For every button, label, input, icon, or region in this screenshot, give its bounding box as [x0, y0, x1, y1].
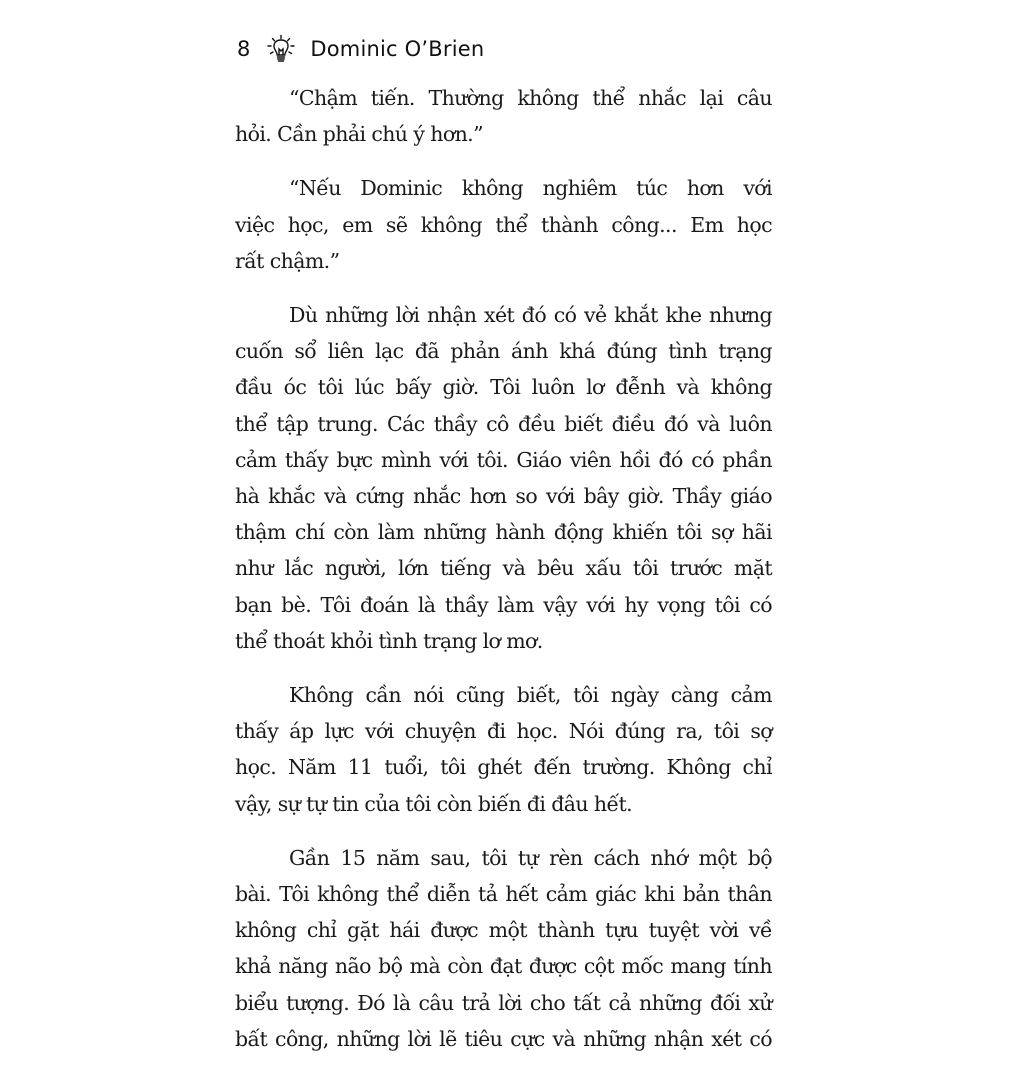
- paragraph: [235, 80, 772, 152]
- lightbulb-icon: [266, 34, 296, 64]
- text-line: đầu óc tôi lúc bấy giờ. Tôi luôn lơ đễnh và không: [235, 375, 772, 400]
- paragraph: [235, 170, 772, 279]
- text-line: thể tập trung. Các thầy cô đều biết điều đó và luôn: [235, 411, 772, 436]
- page-body: [235, 80, 772, 1075]
- text-line: thấy áp lực với chuyện đi học. Nói đúng ra, tôi sợ: [235, 719, 772, 744]
- text-line: bạn bè. Tôi đoán là thầy làm vậy với hy vọng tôi có: [235, 592, 772, 617]
- text-line: như lắc người, lớn tiếng và bêu xấu tôi trước mặt: [235, 556, 772, 581]
- text-line: Gần 15 năm sau, tôi tự rèn cách nhớ một bộ: [289, 845, 772, 870]
- paragraph: [235, 297, 772, 659]
- text-line: thậm chí còn làm những hành động khiến tôi sợ hãi: [235, 520, 772, 545]
- text-line: không chỉ gặt hái được một thành tựu tuyệt vời về: [235, 918, 772, 943]
- page-number: 8: [237, 37, 251, 61]
- running-header: [237, 33, 484, 65]
- text-line: thể thoát khỏi tình trạng lơ mơ.: [235, 628, 543, 653]
- text-line: cảm thấy bực mình với tôi. Giáo viên hồi đó có phần: [235, 447, 772, 472]
- text-line: Dù những lời nhận xét đó có vẻ khắt khe nhưng: [289, 303, 772, 328]
- text-line: Không cần nói cũng biết, tôi ngày càng cảm: [289, 683, 772, 708]
- text-line: “Chậm tiến. Thường không thể nhắc lại câu: [289, 86, 772, 110]
- text-line: việc học, em sẽ không thể thành công... Em học: [235, 212, 772, 237]
- text-line: bài. Tôi không thể diễn tả hết cảm giác khi bản thân: [235, 882, 772, 907]
- text-line: hỏi. Cần phải chú ý hơn.”: [235, 122, 483, 147]
- text-line: vậy, sự tự tin của tôi còn biến đi đâu hết.: [235, 791, 633, 816]
- author-name: Dominic O’Brien: [310, 37, 485, 61]
- text-line: biểu tượng. Đó là câu trả lời cho tất cả những đối xử: [235, 990, 772, 1015]
- text-line: học. Năm 11 tuổi, tôi ghét đến trường. Không chỉ: [235, 755, 772, 780]
- text-line: hà khắc và cứng nhắc hơn so với bây giờ. Thầy giáo: [235, 484, 772, 509]
- text-line: khả năng não bộ mà còn đạt được cột mốc mang tính: [235, 954, 772, 979]
- paragraph: [235, 677, 772, 822]
- text-line: cuốn sổ liên lạc đã phản ánh khá đúng tình trạng: [235, 339, 772, 364]
- paragraph: [235, 840, 772, 1057]
- text-line: “Nếu Dominic không nghiêm túc hơn với: [289, 176, 772, 201]
- text-line: rất chậm.”: [235, 248, 340, 273]
- text-line: bất công, những lời lẽ tiêu cực và những nhận xét có: [235, 1026, 772, 1051]
